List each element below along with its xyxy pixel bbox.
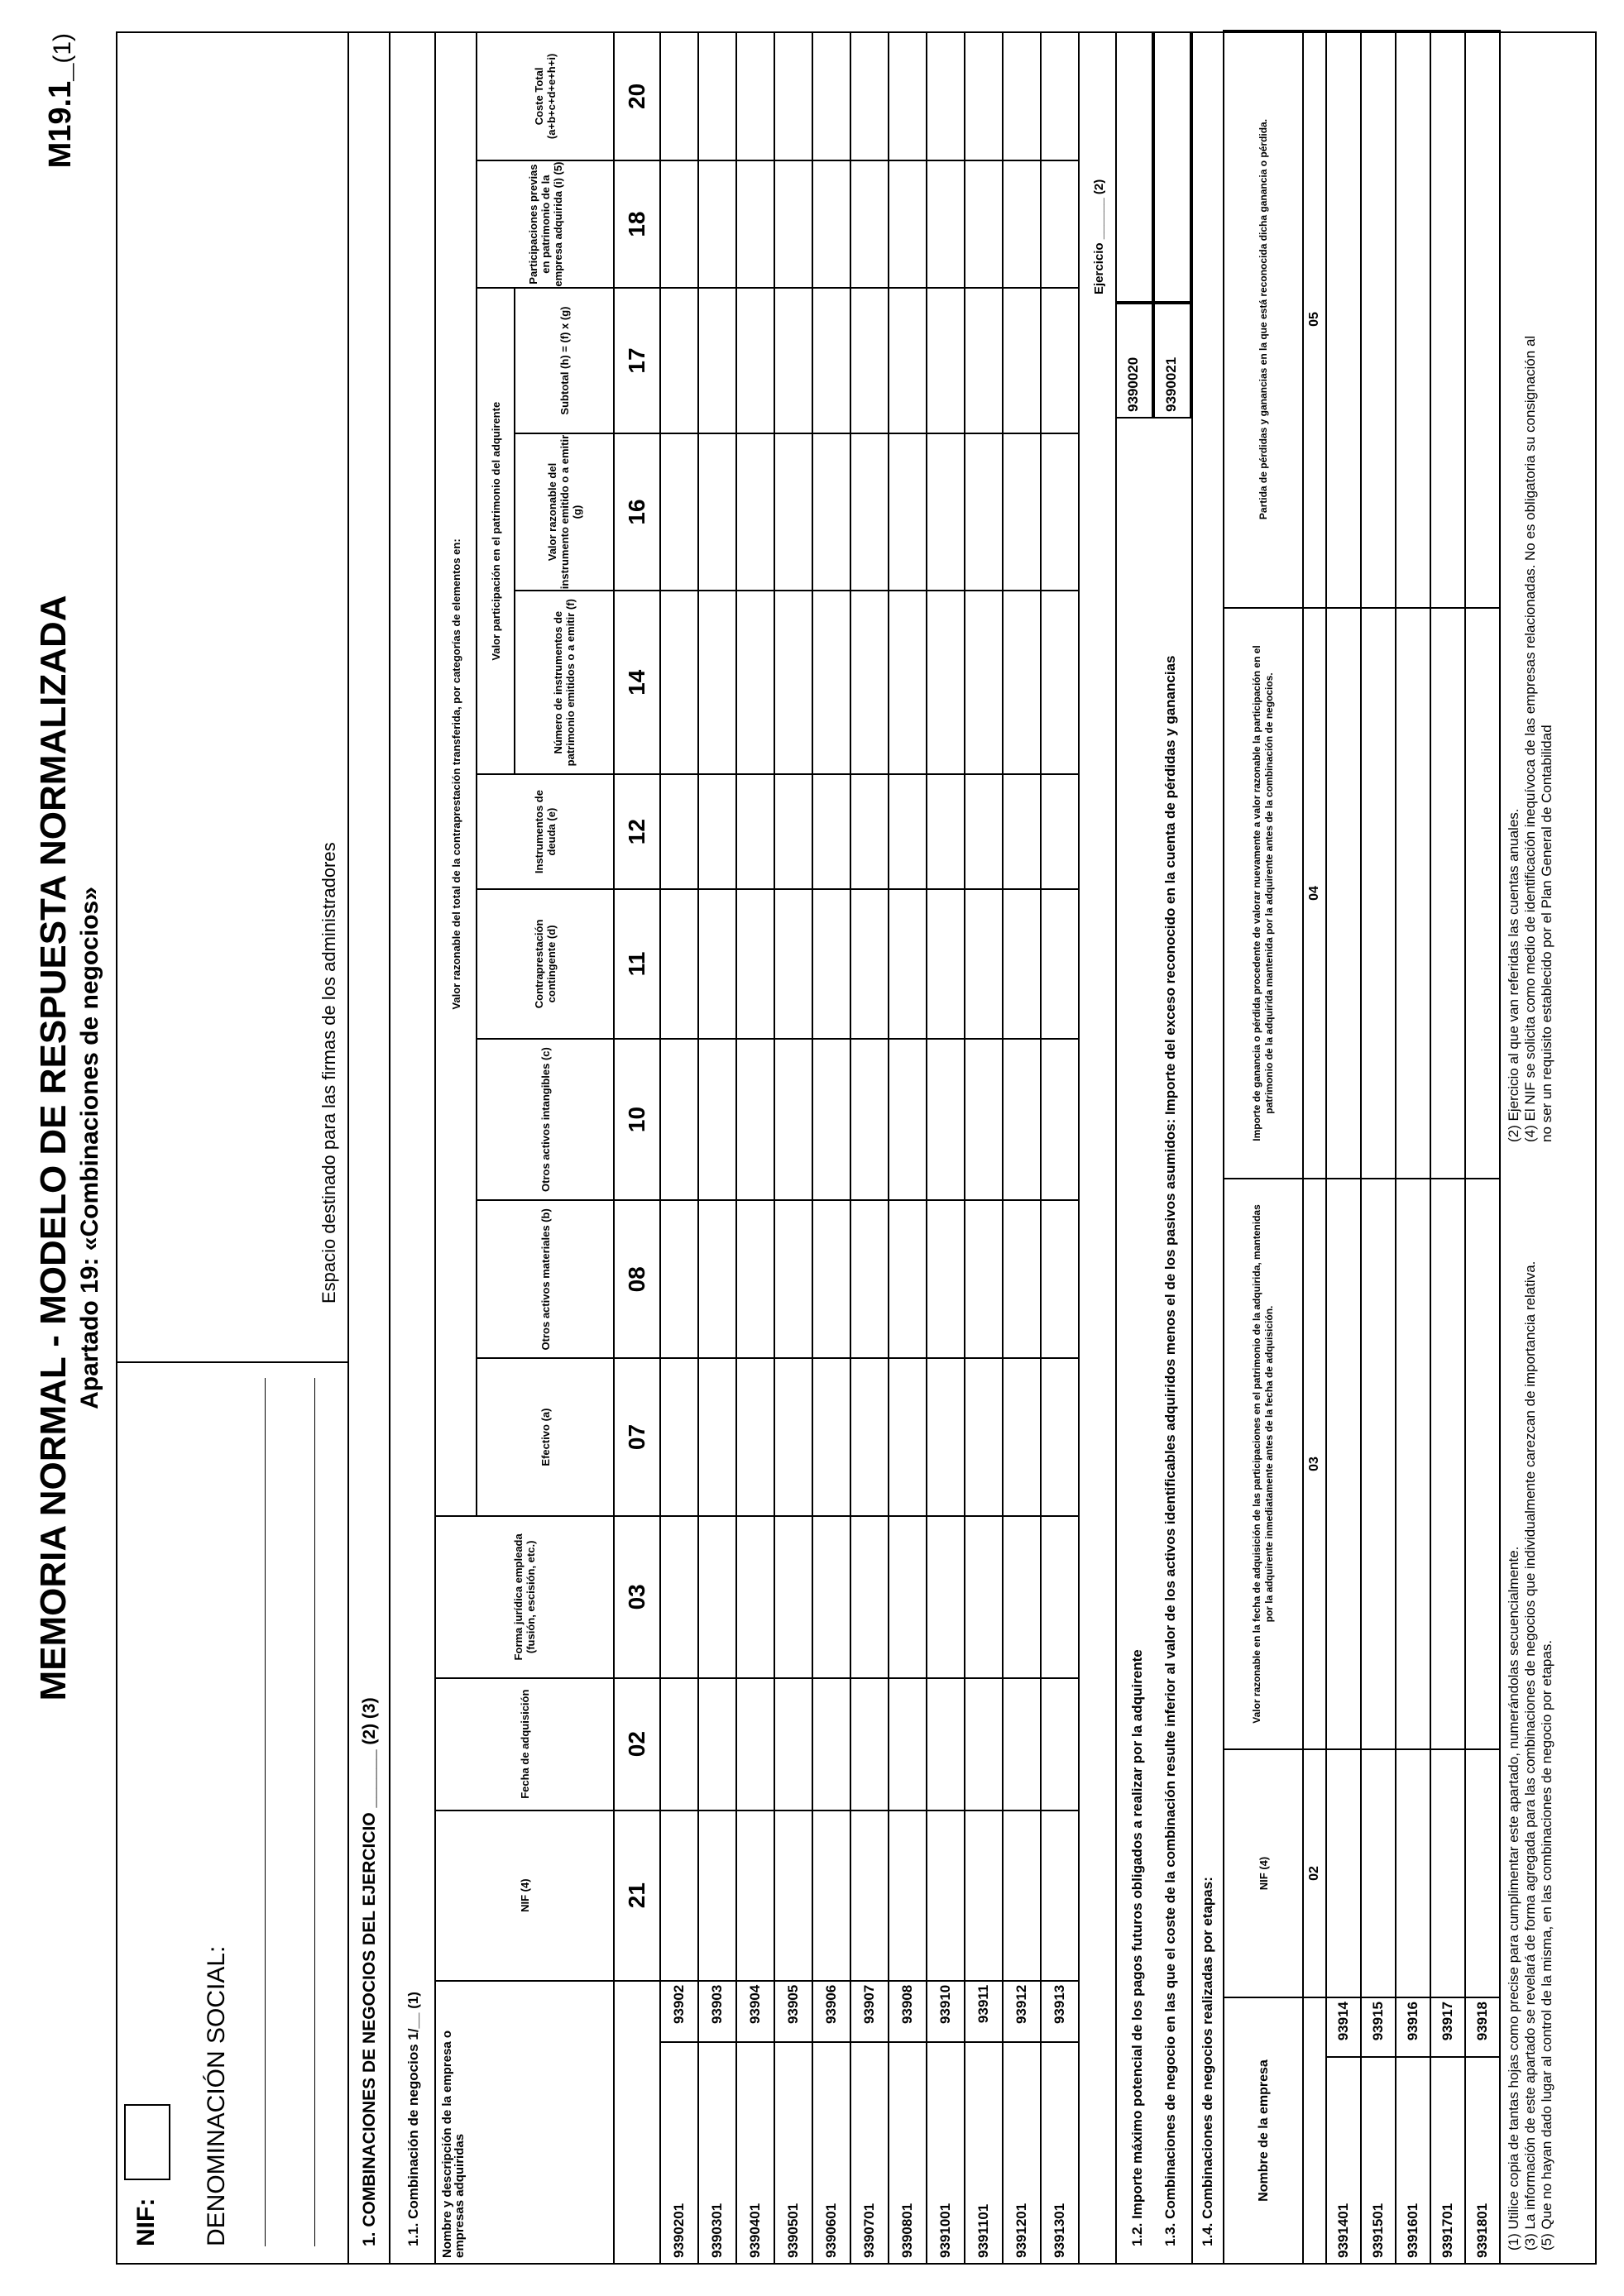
combination-cell[interactable] (1003, 288, 1041, 433)
combination-row-code-right: 93905 (774, 1981, 812, 2042)
combination-cell[interactable] (812, 32, 850, 160)
combination-row-code-left: 9390501 (774, 2042, 812, 2264)
value-9390020-box[interactable] (1115, 31, 1153, 303)
etapas-num-02: 02 (1303, 1749, 1326, 1997)
combination-cell[interactable] (889, 32, 927, 160)
combination-cell[interactable] (1041, 32, 1079, 160)
col-header-materiales: Otros activos materiales (b) (477, 1200, 614, 1358)
etapas-row-code-left: 9391401 (1326, 2057, 1361, 2264)
combination-cell[interactable] (736, 1516, 774, 1678)
etapas-header-valor-razonable: Valor razonable en la fecha de adquisición de las participaciones en el patrimonio de la adquirida, mantenidas por la adquirente inmediatamente antes de la fecha de adquisición. (1224, 1179, 1303, 1749)
combination-cell[interactable] (889, 1200, 927, 1358)
combination-cell[interactable] (698, 1516, 736, 1678)
combination-cell[interactable] (736, 1678, 774, 1810)
combination-row-code-right: 93911 (965, 1981, 1003, 2042)
combination-cell[interactable] (698, 32, 736, 160)
combination-row-code-left: 9390801 (889, 2042, 927, 2264)
etapas-cell[interactable] (1430, 1749, 1465, 1997)
combination-cell[interactable] (812, 1516, 850, 1678)
combination-row-code-right: 93902 (660, 1981, 698, 2042)
combination-cell[interactable] (660, 1810, 698, 1981)
combination-cell[interactable] (889, 160, 927, 289)
combination-cell[interactable] (736, 774, 774, 889)
combination-cell[interactable] (927, 1039, 965, 1201)
combination-cell[interactable] (736, 433, 774, 591)
combination-cell[interactable] (850, 1200, 889, 1358)
combination-cell[interactable] (965, 1039, 1003, 1201)
combination-cell[interactable] (774, 1039, 812, 1201)
footnote-5: (5) Que no hayan dado lugar al control de la misma, en las combinaciones de negocio por etapas. (1539, 1639, 1555, 2251)
etapas-row (1430, 31, 1465, 2264)
etapas-row-code-right: 93914 (1326, 1997, 1361, 2057)
etapas-row (1396, 31, 1430, 2264)
combination-cell[interactable] (774, 160, 812, 289)
combination-cell[interactable] (850, 1358, 889, 1516)
combination-cell[interactable] (889, 433, 927, 591)
etapas-row-code-right: 93915 (1361, 1997, 1396, 2057)
combination-cell[interactable] (889, 1358, 927, 1516)
combination-cell[interactable] (889, 288, 927, 433)
combination-cell[interactable] (698, 1039, 736, 1201)
nif-input[interactable] (124, 2104, 170, 2180)
etapas-row-code-left: 9391801 (1465, 2057, 1500, 2264)
combination-row-code-right: 93907 (850, 1981, 889, 2042)
combination-cell[interactable] (1041, 1516, 1079, 1678)
combination-cell[interactable] (660, 1516, 698, 1678)
combination-cell[interactable] (812, 288, 850, 433)
combination-cell[interactable] (736, 1200, 774, 1358)
combination-cell[interactable] (1003, 160, 1041, 289)
combination-cell[interactable] (660, 160, 698, 289)
combination-cell[interactable] (927, 433, 965, 591)
combination-row-code-right: 93904 (736, 1981, 774, 2042)
combination-row (774, 32, 812, 2264)
combination-cell[interactable] (660, 591, 698, 774)
combination-cell[interactable] (965, 1678, 1003, 1810)
combination-cell[interactable] (965, 32, 1003, 160)
etapas-cell[interactable] (1396, 608, 1430, 1179)
combination-cell[interactable] (1041, 1678, 1079, 1810)
combination-cell[interactable] (965, 1358, 1003, 1516)
combination-cell[interactable] (812, 591, 850, 774)
etapas-cell[interactable] (1465, 1179, 1500, 1749)
combination-row-code-right: 93906 (812, 1981, 850, 2042)
combination-cell[interactable] (774, 288, 812, 433)
item-1-4: 1.4. Combinaciones de negocios realizadas por etapas: (1200, 1877, 1215, 2246)
combination-cell[interactable] (812, 1678, 850, 1810)
combination-cell[interactable] (660, 774, 698, 889)
combination-cell[interactable] (889, 774, 927, 889)
etapas-row-code-left: 9391701 (1430, 2057, 1465, 2264)
etapas-cell[interactable] (1430, 1179, 1465, 1749)
combination-cell[interactable] (889, 1678, 927, 1810)
etapas-num-04: 04 (1303, 608, 1326, 1179)
etapas-cell[interactable] (1396, 31, 1430, 608)
code-9390021-box[interactable]: 9390021 (1153, 303, 1191, 419)
col-header-intangibles: Otros activos intangibles (c) (477, 1039, 614, 1201)
combination-cell[interactable] (1003, 32, 1041, 160)
combination-cell[interactable] (927, 160, 965, 289)
combination-cell[interactable] (965, 889, 1003, 1038)
etapas-row-code-right: 93918 (1465, 1997, 1500, 2057)
item-1-3: 1.3. Combinaciones de negocio en las que el coste de la combinación resulte inferior al valor de los activos identificables adquiridos menos el de los pasivos asumidos: Importe del exceso reconocido en la cuenta de pérdidas y ganancias (1162, 655, 1178, 2246)
etapas-header-ganancia: Importe de ganancia o pérdida procedente de valorar nuevamente a valor razonable la participación en el patrimonio de la adquirida mantenida por la adquirente antes de la combinación de negocios. (1224, 608, 1303, 1179)
combination-cell[interactable] (1003, 1810, 1041, 1981)
combination-cell[interactable] (660, 1039, 698, 1201)
combination-cell[interactable] (812, 1810, 850, 1981)
combination-cell[interactable] (736, 1039, 774, 1201)
combination-cell[interactable] (812, 774, 850, 889)
col-header-num-instrumentos: Número de instrumentos de patrimonio emitidos o a emitir (f) (515, 591, 614, 774)
section1-subtitle: 1.1. Combinación de negocios 1/__ (1) (405, 1992, 421, 2246)
combination-cell[interactable] (1041, 1200, 1079, 1358)
combination-cell[interactable] (774, 1810, 812, 1981)
etapas-cell[interactable] (1326, 1179, 1361, 1749)
combination-cell[interactable] (698, 433, 736, 591)
combination-cell[interactable] (889, 1810, 927, 1981)
etapas-cell[interactable] (1465, 608, 1500, 1179)
combination-row-code-right: 93912 (1003, 1981, 1041, 2042)
col-num-17: 17 (614, 288, 660, 433)
combination-cell[interactable] (1003, 433, 1041, 591)
col-header-coste-total: Coste Total (a+b+c+d+e+h+i) (477, 32, 614, 160)
combination-row-code-left: 9390701 (850, 2042, 889, 2264)
page-title: MEMORIA NORMAL - MODELO DE RESPUESTA NORMALIZADA (33, 595, 74, 1701)
model-code (43, 33, 79, 168)
col-num-03: 03 (614, 1516, 660, 1678)
col-num-02: 02 (614, 1678, 660, 1810)
combination-cell[interactable] (1041, 160, 1079, 289)
etapas-cell[interactable] (1361, 608, 1396, 1179)
combination-cell[interactable] (660, 889, 698, 1038)
value-9390021-box[interactable] (1153, 31, 1191, 303)
combination-cell[interactable] (736, 160, 774, 289)
combination-cell[interactable] (698, 160, 736, 289)
combination-cell[interactable] (850, 774, 889, 889)
item-1-2: 1.2. Importe máximo potencial de los pagos futuros obligados a realizar por la adquirente (1129, 1649, 1145, 2246)
combination-row (698, 32, 736, 2264)
section-separator (389, 31, 390, 2265)
combination-row (850, 32, 889, 2264)
combination-cell[interactable] (660, 1200, 698, 1358)
col-header-name: Nombre y descripción de la empresa o empresas adquiridas (435, 1981, 614, 2264)
etapas-cell[interactable] (1361, 31, 1396, 608)
combination-cell[interactable] (889, 889, 927, 1038)
col-num-12: 12 (614, 774, 660, 889)
combination-row (812, 32, 850, 2264)
combination-cell[interactable] (774, 889, 812, 1038)
etapas-header-partida: Partida de pérdidas y ganancias en la que está reconocida dicha ganancia o pérdida. (1224, 31, 1303, 608)
combination-cell[interactable] (774, 32, 812, 160)
combination-cell[interactable] (965, 1810, 1003, 1981)
combination-cell[interactable] (698, 1358, 736, 1516)
etapas-cell[interactable] (1430, 608, 1465, 1179)
col-header-forma: Forma jurídica empleada (fusión, escisión, etc.) (435, 1516, 614, 1678)
combination-cell[interactable] (889, 591, 927, 774)
nif-label: NIF: (132, 2198, 160, 2246)
combination-cell[interactable] (736, 1358, 774, 1516)
combination-cell[interactable] (965, 1516, 1003, 1678)
combination-cell[interactable] (850, 1039, 889, 1201)
etapas-table (1223, 30, 1501, 2265)
combination-cell[interactable] (660, 288, 698, 433)
combination-cell[interactable] (812, 1200, 850, 1358)
etapas-row-code-right: 93917 (1430, 1997, 1465, 2057)
item-1-3-separator (1191, 31, 1193, 2265)
combination-row-code-right: 93908 (889, 1981, 927, 2042)
col-num-21: 21 (614, 1810, 660, 1981)
combination-cell[interactable] (1041, 288, 1079, 433)
combination-cell[interactable] (850, 1810, 889, 1981)
etapas-cell[interactable] (1465, 31, 1500, 608)
col-header-nif: NIF (4) (435, 1810, 614, 1981)
combination-row (1041, 32, 1079, 2264)
combination-row-code-right: 93910 (927, 1981, 965, 2042)
combination-cell[interactable] (1041, 433, 1079, 591)
footnotes-left (1506, 1150, 1555, 2251)
combination-cell[interactable] (850, 889, 889, 1038)
denominacion-line-2 (314, 1378, 315, 2246)
combination-cell[interactable] (698, 591, 736, 774)
combination-row-code-left: 9390601 (812, 2042, 850, 2264)
col-header-efectivo: Efectivo (a) (477, 1358, 614, 1516)
col-header-deuda: Instrumentos de deuda (e) (477, 774, 614, 889)
combination-cell[interactable] (774, 433, 812, 591)
combination-row-code-left: 9391201 (1003, 2042, 1041, 2264)
combination-cell[interactable] (736, 1810, 774, 1981)
etapas-cell[interactable] (1326, 31, 1361, 608)
combination-row-code-right: 93913 (1041, 1981, 1079, 2042)
col-header-subtotal: Subtotal (h) = (f) x (g) (515, 288, 614, 433)
combination-cell[interactable] (927, 288, 965, 433)
etapas-row-code-left: 9391601 (1396, 2057, 1430, 2264)
combination-cell[interactable] (889, 1516, 927, 1678)
combination-row (1003, 32, 1041, 2264)
combination-row (965, 32, 1003, 2264)
group-header: Valor razonable del total de la contraprestación transferida, por categorías de elementos en: (435, 32, 477, 1516)
etapas-cell[interactable] (1396, 1749, 1430, 1997)
combination-cell[interactable] (660, 1358, 698, 1516)
combination-cell[interactable] (927, 591, 965, 774)
combination-cell[interactable] (927, 774, 965, 889)
col-num-10: 10 (614, 1039, 660, 1201)
combination-row (927, 32, 965, 2264)
combination-cell[interactable] (1041, 1358, 1079, 1516)
combination-cell[interactable] (850, 591, 889, 774)
ejercicio-label: Ejercicio ______ (2) (1092, 179, 1106, 294)
signature-divider (116, 1361, 347, 1363)
combination-row-code-left: 9390301 (698, 2042, 736, 2264)
combination-cell[interactable] (1041, 889, 1079, 1038)
combination-cell[interactable] (850, 433, 889, 591)
combination-cell[interactable] (660, 433, 698, 591)
combination-cell[interactable] (812, 889, 850, 1038)
combination-cell[interactable] (1003, 1678, 1041, 1810)
col-header-fecha: Fecha de adquisición (435, 1678, 614, 1810)
combination-cell[interactable] (850, 32, 889, 160)
combination-cell[interactable] (812, 433, 850, 591)
combination-cell[interactable] (927, 1678, 965, 1810)
etapas-cell[interactable] (1396, 1179, 1430, 1749)
etapas-num-05: 05 (1303, 31, 1326, 608)
identification-separator (347, 31, 349, 2265)
col-header-previas: Participaciones previas en patrimonio de la empresa adquirida (i) (5) (477, 160, 614, 289)
etapas-cell[interactable] (1430, 31, 1465, 608)
footnote-4: (4) El NIF se solicita como medio de identificación inequívoca de las empresas relacionadas. No es obligatoria su consignación al (1522, 335, 1538, 1142)
etapas-cell[interactable] (1361, 1179, 1396, 1749)
combination-cell[interactable] (1003, 774, 1041, 889)
denominacion-line-1 (265, 1378, 266, 2246)
combination-cell[interactable] (965, 160, 1003, 289)
combination-cell[interactable] (965, 774, 1003, 889)
etapas-row-code-right: 93916 (1396, 1997, 1430, 2057)
combination-cell[interactable] (698, 889, 736, 1038)
combination-cell[interactable] (660, 1678, 698, 1810)
combination-cell[interactable] (1041, 1039, 1079, 1201)
etapas-cell[interactable] (1326, 608, 1361, 1179)
col-num-08: 08 (614, 1200, 660, 1358)
col-num-name (614, 1981, 660, 2264)
page-subtitle: Apartado 19: «Combinaciones de negocios» (76, 887, 103, 1409)
signature-note: Espacio destinado para las firmas de los administradores (319, 842, 339, 1303)
denominacion-label: DENOMINACIÓN SOCIAL: (203, 1945, 230, 2246)
etapas-header-nif: NIF (4) (1224, 1749, 1303, 1997)
col-num-18: 18 (614, 160, 660, 289)
footnote-4-cont: no ser un requisito establecido por el Plan General de Contabilidad (1539, 725, 1555, 1142)
col-header-valor-instrumento: Valor razonable del instrumento emitido o a emitir (g) (515, 433, 614, 591)
combination-cell[interactable] (1003, 889, 1041, 1038)
combination-row-code-left: 9391301 (1041, 2042, 1079, 2264)
combination-cell[interactable] (774, 1678, 812, 1810)
combination-cell[interactable] (1003, 1200, 1041, 1358)
combination-cell[interactable] (889, 1039, 927, 1201)
combination-row-code-left: 9391001 (927, 2042, 965, 2264)
combination-cell[interactable] (774, 1200, 812, 1358)
etapas-header-nombre: Nombre de la empresa (1224, 1997, 1303, 2264)
footnote-2: (2) Ejercicio al que van referidas las cuentas anuales. (1506, 808, 1521, 1142)
col-num-14: 14 (614, 591, 660, 774)
combination-cell[interactable] (1003, 1358, 1041, 1516)
combination-row (660, 32, 698, 2264)
combination-cell[interactable] (850, 288, 889, 433)
etapas-cell[interactable] (1326, 1749, 1361, 1997)
combination-cell[interactable] (736, 32, 774, 160)
combination-cell[interactable] (698, 774, 736, 889)
col-num-11: 11 (614, 889, 660, 1038)
combination-cell[interactable] (774, 1358, 812, 1516)
combination-cell[interactable] (1003, 1039, 1041, 1201)
combination-cell[interactable] (965, 433, 1003, 591)
col-num-20: 20 (614, 32, 660, 160)
etapas-cell[interactable] (1361, 1749, 1396, 1997)
combination-cell[interactable] (965, 591, 1003, 774)
etapas-cell[interactable] (1465, 1749, 1500, 1997)
col-num-07: 07 (614, 1358, 660, 1516)
combination-cell[interactable] (774, 1516, 812, 1678)
combination-cell[interactable] (927, 32, 965, 160)
combination-cell[interactable] (774, 774, 812, 889)
combination-cell[interactable] (1041, 1810, 1079, 1981)
combination-cell[interactable] (927, 1358, 965, 1516)
combination-cell[interactable] (736, 288, 774, 433)
combination-cell[interactable] (774, 591, 812, 774)
combination-cell[interactable] (812, 160, 850, 289)
model-note: (1) (49, 33, 76, 64)
combination-row (889, 32, 927, 2264)
combination-row-code-left: 9390401 (736, 2042, 774, 2264)
combination-cell[interactable] (927, 1516, 965, 1678)
etapas-num-nombre (1303, 1997, 1326, 2264)
combination-row-code-left: 9390201 (660, 2042, 698, 2264)
combination-cell[interactable] (1003, 1516, 1041, 1678)
model-code-text: M19.1_ (43, 63, 78, 169)
combination-cell[interactable] (850, 1516, 889, 1678)
combination-row-code-right: 93903 (698, 1981, 736, 2042)
combination-cell[interactable] (736, 889, 774, 1038)
combination-cell[interactable] (1041, 591, 1079, 774)
etapas-row-code-left: 9391501 (1361, 2057, 1396, 2264)
combination-cell[interactable] (812, 1039, 850, 1201)
combination-cell[interactable] (698, 1678, 736, 1810)
combination-cell[interactable] (1041, 774, 1079, 889)
combination-cell[interactable] (660, 32, 698, 160)
etapas-row (1326, 31, 1361, 2264)
combination-cell[interactable] (927, 1810, 965, 1981)
combination-cell[interactable] (965, 1200, 1003, 1358)
combination-cell[interactable] (850, 160, 889, 289)
etapas-row (1465, 31, 1500, 2264)
combination-cell[interactable] (1003, 591, 1041, 774)
footnote-3: (3) La información de este apartado se revelará de forma agregada para las combinaciones de negocios que individualmente carezcan de importancia relativa. (1522, 1260, 1538, 2251)
footnotes-separator (1499, 31, 1501, 2265)
footnote-1: (1) Utilice copia de tantas hojas como precise para cumplimentar este apartado, numerándolas secuencialmente. (1506, 1546, 1521, 2251)
combination-table (434, 31, 1080, 2265)
combination-cell[interactable] (698, 1200, 736, 1358)
etapas-num-03: 03 (1303, 1179, 1326, 1749)
combination-cell[interactable] (850, 1678, 889, 1810)
combination-cell[interactable] (927, 889, 965, 1038)
combination-row (736, 32, 774, 2264)
subgroup-header: Valor participación en el patrimonio del adquirente (477, 288, 515, 774)
combination-cell[interactable] (927, 1200, 965, 1358)
footnotes-right (1506, 42, 1555, 1142)
combination-cell[interactable] (736, 591, 774, 774)
section1-title: 1. COMBINACIONES DE NEGOCIOS DEL EJERCICIO ______ (2) (3) (360, 1697, 379, 2246)
combination-cell[interactable] (812, 1358, 850, 1516)
etapas-row (1361, 31, 1396, 2264)
col-header-contingente: Contraprestación contingente (d) (477, 889, 614, 1038)
combination-cell[interactable] (698, 1810, 736, 1981)
col-num-16: 16 (614, 433, 660, 591)
combination-cell[interactable] (698, 288, 736, 433)
combination-cell[interactable] (965, 288, 1003, 433)
combination-row-code-left: 9391101 (965, 2042, 1003, 2264)
code-9390020-box[interactable]: 9390020 (1115, 303, 1153, 419)
